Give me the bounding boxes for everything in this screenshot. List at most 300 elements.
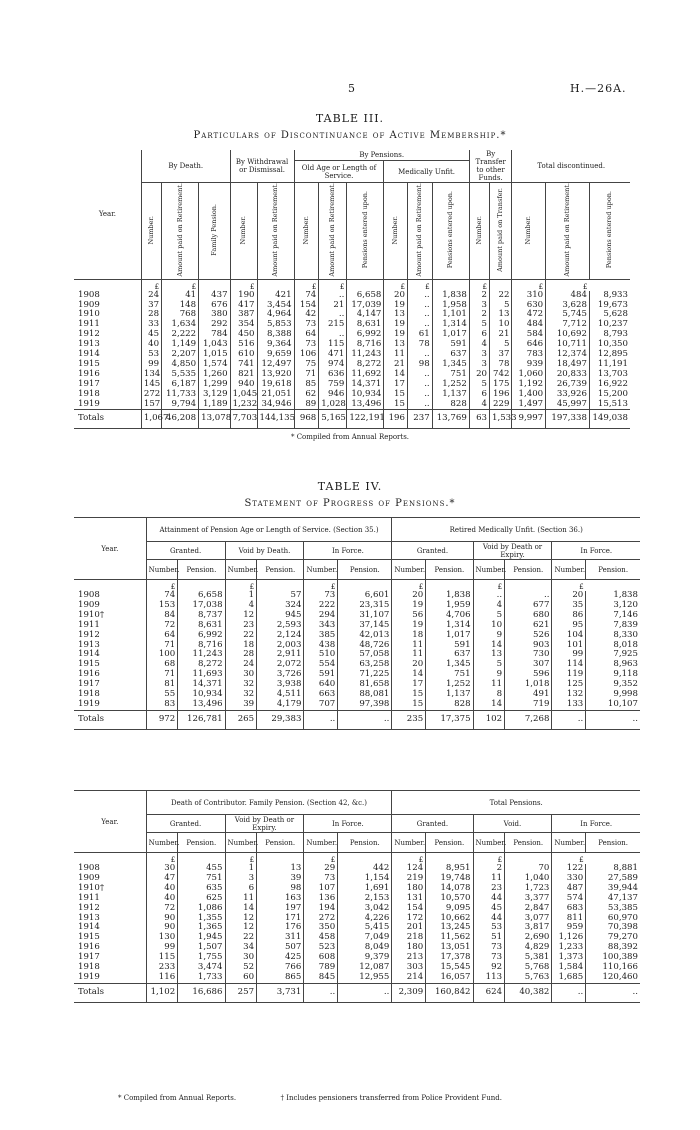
data-cell: .. [505,591,552,601]
unit-cell: £ [146,853,178,865]
data-cell: 37 [490,350,512,360]
unit-cell: £ [473,580,505,592]
data-cell: 438 [304,641,338,651]
data-cell: 56 [392,611,426,621]
data-cell: 120,460 [586,973,640,983]
totals-row [74,983,640,1002]
data-cell: 945 [257,611,304,621]
by-death-header: By Death. [141,150,230,183]
data-cell: 42 [294,310,319,320]
year-cell: 1913 [78,912,100,923]
data-cell: 1,101 [432,310,469,320]
data-cell: 172 [392,914,426,924]
table-row [74,601,640,611]
col-number: Number. [392,560,426,580]
data-cell: 5 [469,320,489,330]
data-cell: 17,039 [347,301,384,311]
data-cell: 5 [469,380,489,390]
table4-family [74,790,640,1003]
total-cell: 13,769 [432,410,469,429]
year-cell: 1916 [78,942,100,953]
data-cell: 61 [407,330,432,340]
data-cell: 1,126 [552,933,586,943]
data-cell: 742 [490,370,512,380]
data-cell: 55 [146,690,178,700]
void-header: Void. [473,815,552,833]
data-cell: 13 [473,650,505,660]
data-cell: 73 [294,320,319,330]
data-cell: 92 [473,963,505,973]
data-cell: 2,593 [257,621,304,631]
data-cell: 6,992 [178,631,225,641]
table4-footnote-a [0,1094,660,1102]
col-pension: Pension. [505,833,552,853]
data-cell: 110,166 [586,963,640,973]
data-cell: 18 [225,641,257,651]
by-withdrawal-header: By Withdrawal or Dismissal. [230,150,294,183]
data-cell: 73 [304,874,338,884]
data-cell: 9,095 [426,904,473,914]
data-cell: 57,058 [338,650,392,660]
data-cell: 10,934 [347,390,384,400]
data-cell: 11,693 [178,670,225,680]
data-cell: 106 [294,350,319,360]
data-cell: 1,189 [199,400,230,410]
table-row [74,973,640,983]
data-cell: 11,733 [162,390,199,400]
data-cell: 294 [304,611,338,621]
year-cell: 1908 [78,863,100,873]
col-number: Number. [392,833,426,853]
data-cell: 90 [146,923,178,933]
data-cell: 20 [392,660,426,670]
granted-header: Granted. [392,542,473,560]
data-cell: 229 [490,400,512,410]
data-cell: 8,793 [589,330,630,340]
data-cell: 10,662 [426,914,473,924]
data-cell: 180 [392,884,426,894]
data-cell: 1,137 [432,390,469,400]
data-cell: 307 [505,660,552,670]
data-cell: 385 [304,631,338,641]
unit-cell: £ [294,279,319,291]
data-cell: 1,015 [199,350,230,360]
data-cell: .. [407,310,432,320]
year-cell: 1913 [78,639,100,650]
data-cell: .. [407,301,432,311]
data-cell: 751 [426,670,473,680]
table-row [74,864,640,874]
data-cell: 11 [392,641,426,651]
data-cell: 100 [146,650,178,660]
data-cell: 19 [384,320,408,330]
table-row [74,914,640,924]
data-cell: 101 [552,641,586,651]
data-cell: 4,226 [338,914,392,924]
data-cell: 2,124 [257,631,304,641]
data-cell: 11,692 [347,370,384,380]
data-cell: 646 [512,340,546,350]
data-cell: 637 [426,650,473,660]
data-cell: 71 [146,641,178,651]
col-number: Number. [225,560,257,580]
col-pensions-entered: Pensions entered upon. [605,191,614,269]
data-cell: 610 [230,350,257,360]
data-cell: 180 [392,943,426,953]
data-cell: 1,959 [426,601,473,611]
total-cell: 102 [473,710,505,729]
data-cell: 6,992 [347,330,384,340]
year-header: Year. [74,518,146,580]
data-cell: 8,737 [178,611,225,621]
data-cell: 6,658 [178,591,225,601]
data-cell: 14 [384,370,408,380]
by-transfer-header: By Transfer to other Funds. [469,150,512,183]
data-cell: 10,711 [546,340,590,350]
data-cell: 21 [490,330,512,340]
year-cell: 1913 [78,339,100,350]
unit-cell [432,279,469,291]
units-row [74,279,630,291]
data-cell: 1,345 [432,360,469,370]
data-cell: 5,381 [505,953,552,963]
data-cell: 471 [319,350,347,360]
data-cell: 959 [552,923,586,933]
data-cell: 60,970 [586,914,640,924]
data-cell: 34,946 [257,400,294,410]
data-cell: 11,243 [347,350,384,360]
data-cell: .. [407,370,432,380]
units-row [74,580,640,592]
data-cell: 354 [230,320,257,330]
table3-subtitle: Particulars of Discontinuance of Active Membership.* [193,130,507,141]
data-cell: 13,496 [178,700,225,710]
data-cell: 845 [304,973,338,983]
data-cell: 9,379 [338,953,392,963]
retired-unfit-header: Retired Medically Unfit. (Section 36.) [392,518,640,542]
data-cell: 8,716 [178,641,225,651]
table-row [74,611,640,621]
data-cell: 625 [178,894,225,904]
data-cell: .. [407,390,432,400]
total-cell: 3,731 [257,983,304,1002]
data-cell: 53,385 [586,904,640,914]
data-cell: 719 [505,700,552,710]
data-cell: 35 [552,601,586,611]
data-cell: .. [407,380,432,390]
data-cell: 584 [512,330,546,340]
data-cell: 12 [225,914,257,924]
data-cell: 3,726 [257,670,304,680]
data-cell: 28 [225,650,257,660]
data-cell: 15 [392,700,426,710]
data-cell: 1,723 [505,884,552,894]
col-pension: Pension. [426,560,473,580]
data-cell: 41 [162,291,199,301]
data-cell: 526 [505,631,552,641]
total-cell: .. [338,983,392,1002]
data-cell: 3,474 [178,963,225,973]
data-cell: 5,535 [162,370,199,380]
data-cell: 23 [225,621,257,631]
data-cell: 510 [304,650,338,660]
data-cell: 85 [294,380,319,390]
data-cell: 487 [552,884,586,894]
data-cell: .. [407,320,432,330]
data-cell: 47 [146,874,178,884]
in-force-header: In Force. [304,542,392,560]
data-cell: 4 [473,601,505,611]
data-cell: 574 [552,894,586,904]
data-cell: 8,951 [426,864,473,874]
table4-family-body [74,853,640,1003]
data-cell: 330 [552,874,586,884]
data-cell: 153 [146,601,178,611]
data-cell: 84 [146,611,178,621]
data-cell: 1,260 [199,370,230,380]
year-cell: 1909 [78,872,100,883]
data-cell: 683 [552,904,586,914]
data-cell: 2,222 [162,330,199,340]
data-cell: 71 [294,370,319,380]
data-cell: 783 [512,350,546,360]
table-row [74,884,640,894]
data-cell: 19 [392,621,426,631]
data-cell: 37 [141,301,161,311]
data-cell: 134 [141,370,161,380]
table-row [74,700,640,710]
data-cell: 131 [392,894,426,904]
data-cell: 10,107 [586,700,640,710]
data-cell: 5 [490,301,512,311]
data-cell: 116 [146,973,178,983]
data-cell: 507 [257,943,304,953]
total-cell: 9,997 [512,410,546,429]
data-cell: 640 [304,680,338,690]
data-cell: 608 [304,953,338,963]
total-cell: 5,165 [319,410,347,429]
data-cell: 2,847 [505,904,552,914]
data-cell: 15,545 [426,963,473,973]
data-cell: 122 [552,864,586,874]
data-cell: 16,922 [589,380,630,390]
data-cell: 15 [384,400,408,410]
total-cell: 7,268 [505,710,552,729]
year-cell: 1918 [78,388,100,399]
data-cell: 15,513 [589,400,630,410]
data-cell: 3,129 [199,390,230,400]
col-amount-retirement: Amount paid on Retirement. [415,183,424,277]
data-cell: 821 [230,370,257,380]
data-cell: 68 [146,660,178,670]
data-cell: 10,350 [589,340,630,350]
col-number: Number. [473,833,505,853]
data-cell: 19,673 [589,301,630,311]
footnote-compiled: * Compiled from Annual Reports. [118,1094,237,1102]
data-cell: 1,252 [426,680,473,690]
total-cell: 122,191 [347,410,384,429]
data-cell: 21 [319,301,347,311]
data-cell: 1,043 [199,340,230,350]
data-cell: 4,511 [257,690,304,700]
data-cell: 98 [257,884,304,894]
data-cell: 44 [473,914,505,924]
data-cell: 197 [257,904,304,914]
col-pension: Pension. [505,560,552,580]
data-cell: 201 [392,923,426,933]
table-row [74,291,630,301]
data-cell: 6 [225,884,257,894]
in-force-header: In Force. [552,815,640,833]
data-cell: 450 [230,330,257,340]
data-cell: 39 [225,700,257,710]
data-cell: 51 [473,933,505,943]
data-cell: 218 [392,933,426,943]
data-cell: 310 [512,291,546,301]
total-cell: .. [338,710,392,729]
data-cell: 32 [225,690,257,700]
data-cell: 11,191 [589,360,630,370]
unit-cell: £ [225,580,257,592]
col-number: Number. [474,215,483,245]
data-cell: 1,634 [162,320,199,330]
data-cell: 2,911 [257,650,304,660]
data-cell: 865 [257,973,304,983]
data-cell: 30 [225,953,257,963]
data-cell: 1,149 [162,340,199,350]
total-cell: .. [304,710,338,729]
col-number: Number. [304,833,338,853]
year-cell: 1911 [78,319,100,330]
data-cell: 1,733 [178,973,225,983]
total-cell: 149,038 [589,410,630,429]
total-cell: 1,067 [141,410,161,429]
unit-cell: £ [141,279,161,291]
data-cell: 213 [392,953,426,963]
data-cell: 64 [294,330,319,340]
col-pension: Pension. [338,833,392,853]
col-number: Number. [524,215,533,245]
total-cell: 197,338 [546,410,590,429]
old-age-header: Old Age or Length of Service. [294,161,384,183]
data-cell: 1,028 [319,400,347,410]
data-cell: 72 [146,904,178,914]
data-cell: .. [319,310,347,320]
year-cell: 1915 [78,932,100,943]
data-cell: 591 [432,340,469,350]
total-cell: 17,375 [426,710,473,729]
col-amount-retirement: Amount paid on Retirement. [175,183,184,277]
data-cell: 119 [552,670,586,680]
totals-row [74,410,630,429]
data-cell: 8,018 [586,641,640,651]
data-cell: 136 [304,894,338,904]
data-cell: 343 [304,621,338,631]
col-pension: Pension. [586,560,640,580]
data-cell: 939 [512,360,546,370]
data-cell: 5,768 [505,963,552,973]
data-cell: 903 [505,641,552,651]
unit-cell: £ [230,279,257,291]
medically-unfit-header: Medically Unfit. [384,161,469,183]
data-cell: 11 [473,680,505,690]
data-cell: 11,562 [426,933,473,943]
year-cell: 1917 [78,378,100,389]
data-cell: .. [319,291,347,301]
data-cell: 5,853 [257,320,294,330]
total-cell: 237 [407,410,432,429]
data-cell: 53 [141,350,161,360]
data-cell: 3,042 [338,904,392,914]
total-cell: .. [586,983,640,1002]
data-cell: 99 [146,943,178,953]
col-number: Number. [552,833,586,853]
unit-cell: £ [162,279,199,291]
data-cell: 1,584 [552,963,586,973]
data-cell: 26,739 [546,380,590,390]
data-cell: 194 [304,904,338,914]
unit-cell: £ [407,279,432,291]
year-cell: 1910† [78,609,105,620]
data-cell: 768 [162,310,199,320]
data-cell: 4,147 [347,310,384,320]
col-number: Number. [301,215,310,245]
data-cell: 5,745 [546,310,590,320]
total-cell: 7,703 [230,410,257,429]
table-row [74,933,640,943]
data-cell: 12,895 [589,350,630,360]
data-cell: 458 [304,933,338,943]
data-cell: 99 [552,650,586,660]
data-cell: 4,706 [426,611,473,621]
data-cell: 113 [473,973,505,983]
unit-cell: £ [146,580,178,592]
data-cell: 10,692 [546,330,590,340]
data-cell: 13 [384,310,408,320]
data-cell: 759 [319,380,347,390]
col-number: Number. [304,560,338,580]
data-cell: 78 [490,360,512,370]
data-cell: 811 [552,914,586,924]
data-cell: 11 [225,894,257,904]
col-number: Number. [146,560,178,580]
col-pension: Pension. [178,833,225,853]
data-cell: 19 [384,330,408,340]
data-cell: 70 [505,864,552,874]
data-cell: 145 [141,380,161,390]
table3 [74,150,630,429]
data-cell: 828 [426,700,473,710]
void-death-expiry-header: Void by Death or Expiry. [225,815,304,833]
data-cell: 1,017 [426,631,473,641]
unit-cell [74,279,141,291]
data-cell: 6 [469,330,489,340]
data-cell: 1,685 [552,973,586,983]
data-cell: 45 [141,330,161,340]
data-cell: 71 [146,670,178,680]
data-cell: 74 [294,291,319,301]
data-cell: 30 [225,670,257,680]
data-cell: 9,998 [586,690,640,700]
data-cell: 751 [432,370,469,380]
data-cell: 425 [257,953,304,963]
data-cell: 40 [146,884,178,894]
data-cell: 130 [146,933,178,943]
data-cell: 421 [257,291,294,301]
col-pension: Pension. [178,560,225,580]
data-cell: 484 [546,291,590,301]
totals-row [74,710,640,729]
